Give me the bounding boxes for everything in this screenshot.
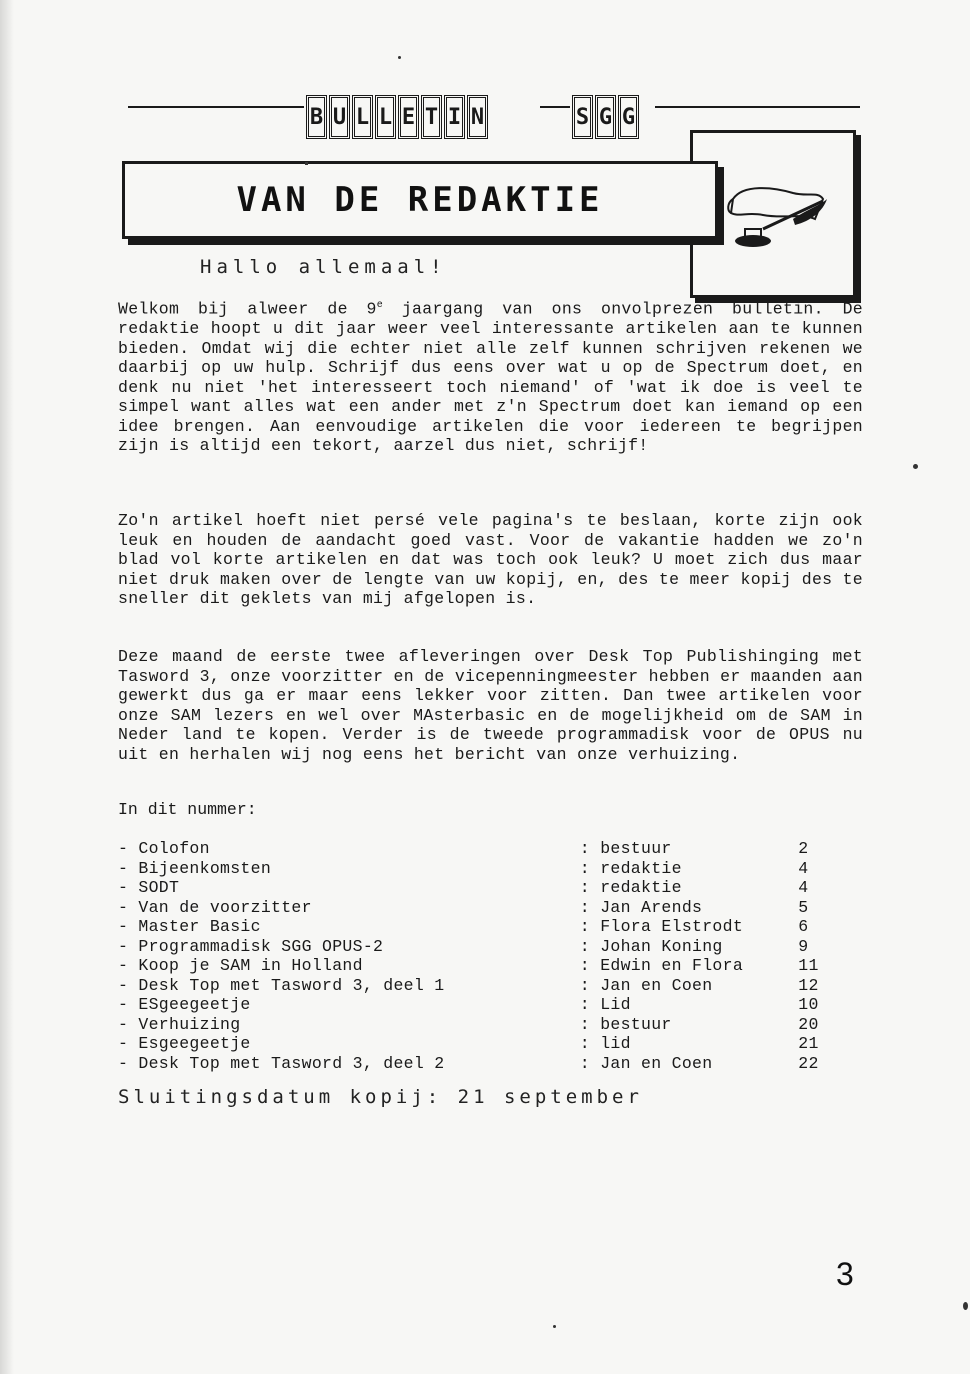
logo-letter: S bbox=[572, 95, 593, 139]
toc-title: - Programmadisk SGG OPUS-2 bbox=[118, 936, 384, 956]
logo-letter: I bbox=[444, 95, 465, 139]
logo-sgg bbox=[572, 95, 639, 139]
toc-author: : lid bbox=[579, 1034, 631, 1053]
toc-title: - Colofon bbox=[118, 839, 210, 858]
header-rule-middle bbox=[540, 106, 570, 108]
toc-row bbox=[118, 859, 838, 879]
print-speck bbox=[553, 1325, 556, 1328]
toc-heading: In dit nummer: bbox=[118, 800, 257, 819]
toc-title: - Desk Top met Tasword 3, deel 2 bbox=[118, 1053, 445, 1073]
section-title-box bbox=[122, 161, 718, 239]
toc-page: 2 bbox=[798, 839, 809, 858]
header-rule-right bbox=[655, 106, 860, 108]
toc-row bbox=[118, 976, 838, 996]
toc-row bbox=[118, 839, 838, 859]
toc-page: 11 bbox=[798, 956, 819, 975]
logo-letter: L bbox=[375, 95, 396, 139]
toc-title: - ESgeegeetje bbox=[118, 995, 251, 1014]
toc-page: 20 bbox=[798, 1014, 819, 1034]
logo-bulletin bbox=[306, 95, 488, 139]
toc-author: : Lid bbox=[579, 995, 631, 1014]
toc-row bbox=[118, 956, 838, 976]
logo-letter: B bbox=[306, 95, 327, 139]
table-of-contents bbox=[118, 839, 838, 1073]
toc-author: : redaktie bbox=[579, 858, 682, 878]
ordinal-superscript: e bbox=[376, 300, 384, 311]
section-title: VAN DE REDAKTIE bbox=[236, 180, 604, 220]
toc-title: - Verhuizing bbox=[118, 1014, 241, 1034]
greeting: Hallo allemaal! bbox=[200, 256, 447, 278]
toc-author: : bestuur bbox=[579, 839, 672, 858]
logo-letter: E bbox=[398, 95, 419, 139]
binding-shadow bbox=[0, 0, 14, 1374]
toc-page: 12 bbox=[798, 975, 819, 995]
toc-author: : Jan en Coen bbox=[579, 1053, 713, 1073]
toc-row bbox=[118, 898, 838, 918]
toc-title: - Esgeegeetje bbox=[118, 1034, 251, 1053]
logo-letter: N bbox=[467, 95, 488, 139]
logo-letter: G bbox=[595, 95, 616, 139]
toc-author: : Johan Koning bbox=[579, 936, 723, 956]
toc-title: - Bijeenkomsten bbox=[118, 858, 272, 878]
toc-row bbox=[118, 917, 838, 937]
toc-author: : bestuur bbox=[579, 1014, 672, 1034]
toc-page: 22 bbox=[798, 1053, 819, 1073]
toc-author: : Edwin en Flora bbox=[579, 956, 744, 975]
logo-letter: L bbox=[352, 95, 373, 139]
toc-author: : Jan Arends bbox=[579, 897, 703, 917]
toc-row bbox=[118, 1015, 838, 1035]
toc-author: : redaktie bbox=[579, 878, 682, 897]
paragraph-intro bbox=[118, 296, 863, 456]
toc-title: - Koop je SAM in Holland bbox=[118, 956, 363, 975]
logo-letter: U bbox=[329, 95, 350, 139]
toc-row bbox=[118, 1054, 838, 1074]
toc-page: 10 bbox=[798, 995, 819, 1014]
toc-title: - SODT bbox=[118, 878, 180, 897]
toc-author: : Flora Elstrodt bbox=[579, 917, 744, 936]
toc-row bbox=[118, 878, 838, 898]
toc-page: 6 bbox=[798, 917, 809, 936]
paragraph-this-month: Deze maand de eerste twee afleveringen over Desk Top Publishinging met Tasword 3, onze voorzitter en de vicepenningmeester hebben er maanden aan gewerkt dus ga er maar eens lekker voor zitten. Dan twee artikelen voor onze SAM lezers en wel over MAsterbasic en de mogelijkheid om de SAM in Neder land te kopen. Verder is de tweede programmadisk voor de OPUS nu uit en herhalen wij nog eens het bericht van onze verhuizing. bbox=[118, 647, 863, 764]
paragraph-article-length: Zo'n artikel hoeft niet persé vele pagina's te beslaan, korte zijn ook leuk en houden de aandacht goed vast. Voor de vakantie hadden we zo'n blad vol korte artikelen en dat was toch ook leuk? U moet zich dus maar niet druk maken over de lengte van uw kopij, en, des te meer kopij des te sneller dit geklets van mij afgelopen is. bbox=[118, 511, 863, 608]
toc-page: 4 bbox=[798, 878, 809, 897]
toc-row bbox=[118, 937, 838, 957]
toc-page: 4 bbox=[798, 858, 809, 878]
toc-page: 5 bbox=[798, 897, 809, 917]
logo-letter: G bbox=[618, 95, 639, 139]
print-speck bbox=[963, 1302, 968, 1310]
print-speck bbox=[398, 56, 401, 59]
toc-author: : Jan en Coen bbox=[579, 975, 713, 995]
toc-title: - Desk Top met Tasword 3, deel 1 bbox=[118, 975, 445, 995]
toc-title: - Van de voorzitter bbox=[118, 897, 312, 917]
paragraph-text: jaargang van ons onvolprezen bulletin. De redaktie hoopt u dit jaar weer veel interessante artikelen aan te kunnen bieden. Omdat wij die echter niet alle zelf kunnen schrijven rekenen we daarbij op uw hulp. Schrijf dus eens over wat u op de Spectrum doet, en denk nu niet 'het interesseert toch niemand' of 'wat ik doe is veel te simpel want alles wat een ander met z'n Spectrum doet kan iemand op een idee brengen. Aan eenvoudige artikelen die voor iedereen te begrijpen zijn is altijd een tekort, aarzel dus niet, schrijf! bbox=[118, 299, 863, 455]
toc-row bbox=[118, 1034, 838, 1054]
logo-letter: T bbox=[421, 95, 442, 139]
header-rule-left bbox=[128, 106, 304, 108]
page-number: 3 bbox=[836, 1256, 854, 1292]
print-speck bbox=[305, 162, 308, 165]
paragraph-text: Welkom bij alweer de 9 bbox=[118, 299, 377, 319]
toc-page: 9 bbox=[798, 936, 809, 956]
toc-title: - Master Basic bbox=[118, 917, 261, 936]
toc-row bbox=[118, 995, 838, 1015]
print-speck bbox=[913, 464, 918, 469]
copy-deadline: Sluitingsdatum kopij: 21 september bbox=[118, 1086, 643, 1108]
scroll-quill-icon bbox=[723, 179, 833, 259]
toc-page: 21 bbox=[798, 1034, 819, 1053]
